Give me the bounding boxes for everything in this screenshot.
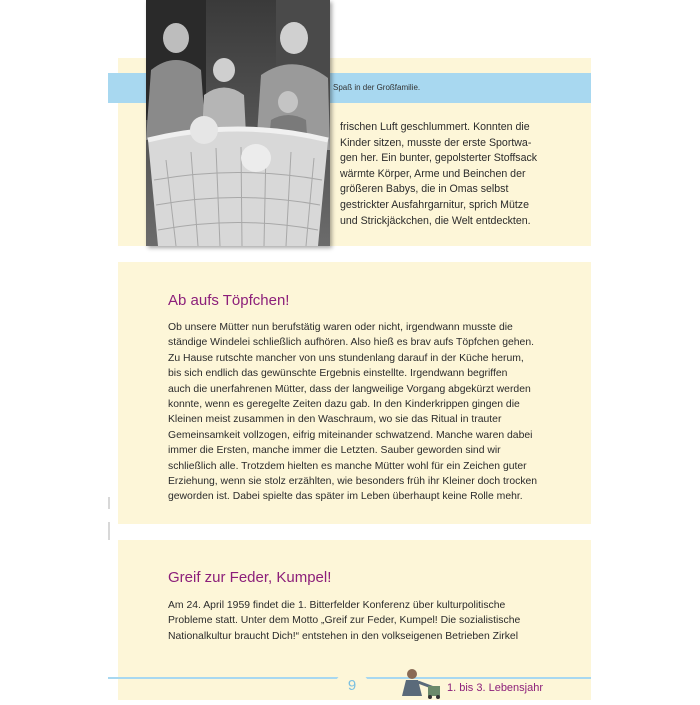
text-line: Probleme statt. Unter dem Motto „Greif zur Feder, Kumpel! Die sozialistische xyxy=(168,615,521,627)
text-line: konnte, wenn es geregelte Zeiten dazu gab. In den Kinderkrippen gingen die xyxy=(168,399,520,411)
text-line: schließlich alle. Trotzdem hielten es manche Mütter wohl für ein Zeichen guter xyxy=(168,460,527,472)
chapter-label: 1. bis 3. Lebensjahr xyxy=(447,682,544,694)
text-line: Nationalkultur braucht Dich!“ entstehen in den volkseigenen Betrieben Zirkel xyxy=(168,630,519,642)
family-photo xyxy=(146,0,330,246)
page-edge-mark xyxy=(108,522,110,540)
text-line: frischen Luft geschlummert. Konnten die xyxy=(340,121,530,133)
text-line: Kleinen meist zusammen in den Waschraum, wo sie das Ritual in trauter xyxy=(168,414,502,426)
section-heading: Ab aufs Töpfchen! xyxy=(168,292,290,309)
section-body xyxy=(168,598,568,644)
text-line: Am 24. April 1959 findet die 1. Bitterfelder Konferenz über kulturpolitische xyxy=(168,600,506,611)
text-line: ständige Windelei schließlich aufhören. Also hieß es brav aufs Töpfchen gehen. xyxy=(168,337,535,349)
text-line: bis sich endlich das gewünschte Ergebnis einstellte. Irgendwann begriffen xyxy=(168,368,508,380)
text-line: Zu Hause rutschte mancher von uns stundenlang darauf in der Küche herum, xyxy=(168,352,524,364)
text-line: geworden ist. Dabei spielte das später im Leben überhaupt keine Rolle mehr. xyxy=(168,491,523,503)
page-number: 9 xyxy=(333,672,371,700)
text-line: und Strickjäckchen, die Welt entdeckten. xyxy=(340,214,531,227)
text-line: wärmte Körper, Arme und Beinchen der xyxy=(340,167,526,180)
section-body xyxy=(168,320,568,505)
photo-caption: Spaß in der Großfamilie. xyxy=(333,83,421,92)
text-line: Erziehung, wenn sie stolz erzählten, wie besonders früh ihr Kleiner doch trocken xyxy=(168,476,538,488)
section-heading: Greif zur Feder, Kumpel! xyxy=(168,569,332,586)
family-photo-image xyxy=(146,0,330,246)
text-line: Gemeinsamkeit vollzogen, eifrig miteinander schwatzend. Manche waren dabei xyxy=(168,429,533,441)
text-line: immer die Ersten, manche immer die Letzten. Sauber geworden sind wir xyxy=(168,445,501,457)
text-line: Kinder sitzen, musste der erste Sportwa- xyxy=(340,136,532,149)
text-line: größeren Babys, die in Omas selbst xyxy=(340,183,509,196)
page-edge-mark xyxy=(108,497,110,509)
text-line: gestrickter Ausfahrgarnitur, sprich Mütze xyxy=(340,198,530,211)
top-text xyxy=(340,120,575,229)
text-line: gen her. Ein bunter, gepolsterter Stoffsack xyxy=(340,152,538,165)
child-figure-icon xyxy=(398,666,444,705)
text-line: auch die unerfahrenen Mütter, dass der langweilige Vorgang abgekürzt werden xyxy=(168,383,531,395)
text-line: Ob unsere Mütter nun berufstätig waren oder nicht, irgendwann musste die xyxy=(168,322,513,333)
